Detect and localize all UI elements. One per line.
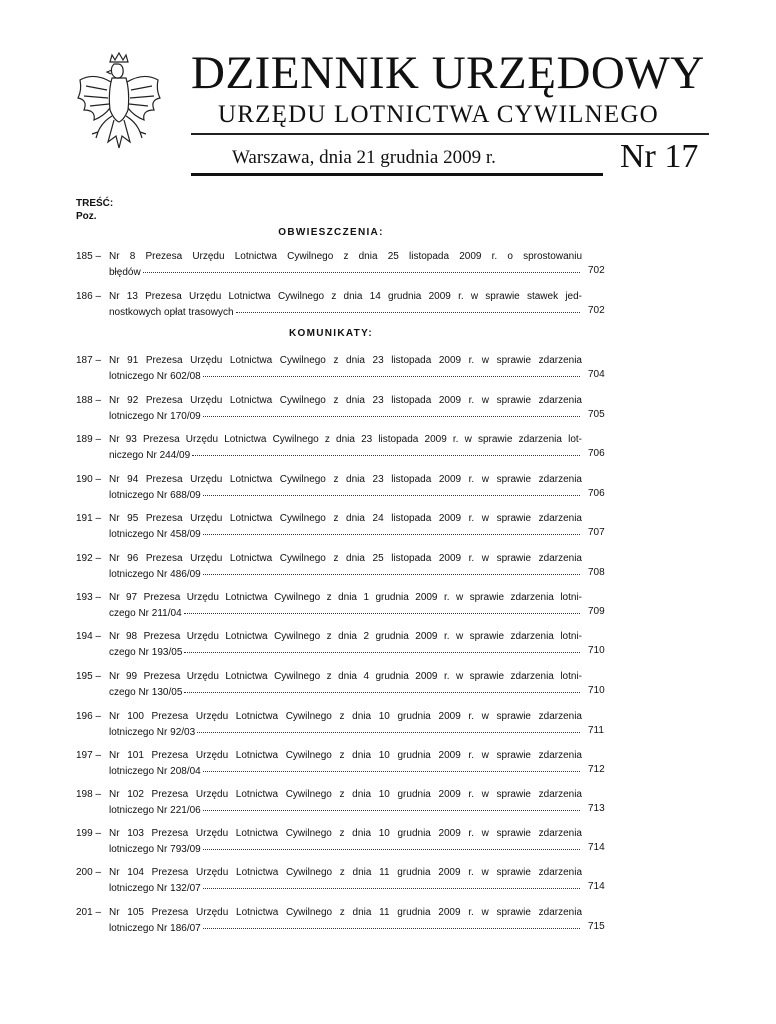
entry-text: Nr 102 Prezesa Urzędu Lotnictwa Cywilnego z dnia 10 grudnia 2009 r. w sprawie zdarzenia bbox=[109, 789, 582, 800]
entry-text-cont: lotniczego Nr 132/07 bbox=[109, 883, 201, 894]
entry-number: 189 – bbox=[76, 434, 102, 445]
entry-text: Nr 103 Prezesa Urzędu Lotnictwa Cywilnego z dnia 10 grudnia 2009 r. w sprawie zdarzenia bbox=[109, 828, 582, 839]
dot-leader bbox=[236, 302, 580, 313]
entry-text: Nr 91 Prezesa Urzędu Lotnictwa Cywilnego z dnia 23 listopada 2009 r. w sprawie zdarzenia bbox=[109, 355, 582, 366]
toc-heading: TREŚĆ: bbox=[76, 198, 114, 209]
entry-text: Nr 95 Prezesa Urzędu Lotnictwa Cywilnego z dnia 24 listopada 2009 r. w sprawie zdarzenia bbox=[109, 513, 582, 524]
entry-text-cont: lotniczego Nr 602/08 bbox=[109, 371, 201, 382]
entry-text-cont: czego Nr 193/05 bbox=[109, 647, 183, 658]
entry-text-cont: lotniczego Nr 458/09 bbox=[109, 529, 201, 540]
entry-number: 185 – bbox=[76, 251, 102, 262]
dot-leader bbox=[184, 682, 580, 693]
entry-number: 187 – bbox=[76, 355, 102, 366]
masthead-bottom-rule bbox=[191, 173, 603, 176]
entry-text: Nr 93 Prezesa Urzędu Lotnictwa Cywilnego z dnia 23 listopada 2009 r. w sprawie zdarzenia lot- bbox=[109, 434, 582, 445]
entry-page: 706 bbox=[588, 448, 605, 459]
entry-text: Nr 99 Prezesa Urzędu Lotnictwa Cywilnego z dnia 4 grudnia 2009 r. w sprawie zdarzenia lotni- bbox=[109, 671, 582, 682]
dot-leader bbox=[143, 262, 580, 273]
dot-leader bbox=[203, 524, 580, 535]
issue-date: Warszawa, dnia 21 grudnia 2009 r. bbox=[232, 147, 496, 168]
journal-title: DZIENNIK URZĘDOWY bbox=[191, 47, 705, 99]
entry-page: 713 bbox=[588, 803, 605, 814]
entry-number: 198 – bbox=[76, 789, 102, 800]
entry-number: 186 – bbox=[76, 291, 102, 302]
entry-text-cont: lotniczego Nr 170/09 bbox=[109, 411, 201, 422]
entry-number: 188 – bbox=[76, 395, 102, 406]
entry-text-cont: lotniczego Nr 186/07 bbox=[109, 923, 201, 934]
dot-leader bbox=[203, 485, 580, 496]
dot-leader bbox=[184, 642, 580, 653]
entry-text: Nr 96 Prezesa Urzędu Lotnictwa Cywilnego z dnia 25 listopada 2009 r. w sprawie zdarzenia bbox=[109, 553, 582, 564]
issue-number: Nr 17 bbox=[620, 138, 699, 175]
entry-number: 200 – bbox=[76, 867, 102, 878]
entry-text: Nr 98 Prezesa Urzędu Lotnictwa Cywilnego z dnia 2 grudnia 2009 r. w sprawie zdarzenia lotni- bbox=[109, 631, 582, 642]
entry-number: 190 – bbox=[76, 474, 102, 485]
entry-text: Nr 101 Prezesa Urzędu Lotnictwa Cywilnego z dnia 10 grudnia 2009 r. w sprawie zdarzenia bbox=[109, 750, 582, 761]
entry-text-cont: czego Nr 130/05 bbox=[109, 687, 183, 698]
entry-page: 714 bbox=[588, 881, 605, 892]
entry-number: 193 – bbox=[76, 592, 102, 603]
entry-page: 710 bbox=[588, 685, 605, 696]
dot-leader bbox=[203, 366, 580, 377]
entry-page: 708 bbox=[588, 567, 605, 578]
entry-page: 704 bbox=[588, 369, 605, 380]
entry-text-cont: lotniczego Nr 221/06 bbox=[109, 805, 201, 816]
entry-text-cont: czego Nr 211/04 bbox=[109, 608, 182, 619]
masthead-rule bbox=[191, 133, 709, 135]
journal-subtitle: URZĘDU LOTNICTWA CYWILNEGO bbox=[218, 101, 659, 128]
entry-text: Nr 92 Prezesa Urzędu Lotnictwa Cywilnego z dnia 23 listopada 2009 r. w sprawie zdarzenia bbox=[109, 395, 582, 406]
entry-number: 201 – bbox=[76, 907, 102, 918]
entry-number: 195 – bbox=[76, 671, 102, 682]
entry-page: 714 bbox=[588, 842, 605, 853]
dot-leader bbox=[192, 445, 580, 456]
section-title-obwieszczenia: OBWIESZCZENIA: bbox=[278, 227, 384, 238]
section-title-komunikaty: KOMUNIKATY: bbox=[289, 328, 373, 339]
dot-leader bbox=[184, 603, 580, 614]
dot-leader bbox=[203, 918, 580, 929]
entry-page: 710 bbox=[588, 645, 605, 656]
entry-text: Nr 100 Prezesa Urzędu Lotnictwa Cywilnego z dnia 10 grudnia 2009 r. w sprawie zdarzenia bbox=[109, 711, 582, 722]
dot-leader bbox=[197, 722, 580, 733]
polish-eagle-icon bbox=[74, 52, 164, 152]
entry-text-cont: niczego Nr 244/09 bbox=[109, 450, 191, 461]
entry-page: 711 bbox=[588, 725, 604, 736]
entry-number: 194 – bbox=[76, 631, 102, 642]
entry-page: 709 bbox=[588, 606, 605, 617]
dot-leader bbox=[203, 800, 580, 811]
entry-text: Nr 105 Prezesa Urzędu Lotnictwa Cywilnego z dnia 11 grudnia 2009 r. w sprawie zdarzenia bbox=[109, 907, 582, 918]
entry-number: 199 – bbox=[76, 828, 102, 839]
entry-number: 196 – bbox=[76, 711, 102, 722]
entry-page: 705 bbox=[588, 409, 605, 420]
entry-number: 192 – bbox=[76, 553, 102, 564]
entry-text-cont: lotniczego Nr 688/09 bbox=[109, 490, 201, 501]
entry-page: 702 bbox=[588, 305, 605, 316]
entry-text: Nr 94 Prezesa Urzędu Lotnictwa Cywilnego z dnia 23 listopada 2009 r. w sprawie zdarzenia bbox=[109, 474, 582, 485]
entry-text-cont: nostkowych opłat trasowych bbox=[109, 307, 234, 318]
entry-number: 191 – bbox=[76, 513, 102, 524]
dot-leader bbox=[203, 839, 580, 850]
entry-page: 715 bbox=[588, 921, 605, 932]
entry-text-cont: lotniczego Nr 92/03 bbox=[109, 727, 196, 738]
entry-text-cont: lotniczego Nr 793/09 bbox=[109, 844, 201, 855]
entry-page: 706 bbox=[588, 488, 605, 499]
dot-leader bbox=[203, 878, 580, 889]
dot-leader bbox=[203, 564, 580, 575]
entry-text-cont: błędów bbox=[109, 267, 141, 278]
entry-page: 702 bbox=[588, 265, 605, 276]
entry-number: 197 – bbox=[76, 750, 102, 761]
entry-text-cont: lotniczego Nr 208/04 bbox=[109, 766, 201, 777]
entry-page: 707 bbox=[588, 527, 605, 538]
entry-text: Nr 104 Prezesa Urzędu Lotnictwa Cywilnego z dnia 11 grudnia 2009 r. w sprawie zdarzenia bbox=[109, 867, 582, 878]
toc-poz-label: Poz. bbox=[76, 211, 97, 222]
entry-page: 712 bbox=[588, 764, 605, 775]
entry-text: Nr 13 Prezesa Urzędu Lotnictwa Cywilnego z dnia 14 grudnia 2009 r. w sprawie stawek jed- bbox=[109, 291, 582, 302]
dot-leader bbox=[203, 761, 580, 772]
entry-text-cont: lotniczego Nr 486/09 bbox=[109, 569, 201, 580]
dot-leader bbox=[203, 406, 580, 417]
entry-text: Nr 97 Prezesa Urzędu Lotnictwa Cywilnego z dnia 1 grudnia 2009 r. w sprawie zdarzenia lotni- bbox=[109, 592, 582, 603]
entry-text: Nr 8 Prezesa Urzędu Lotnictwa Cywilnego z dnia 25 listopada 2009 r. o sprostowaniu bbox=[109, 251, 582, 262]
